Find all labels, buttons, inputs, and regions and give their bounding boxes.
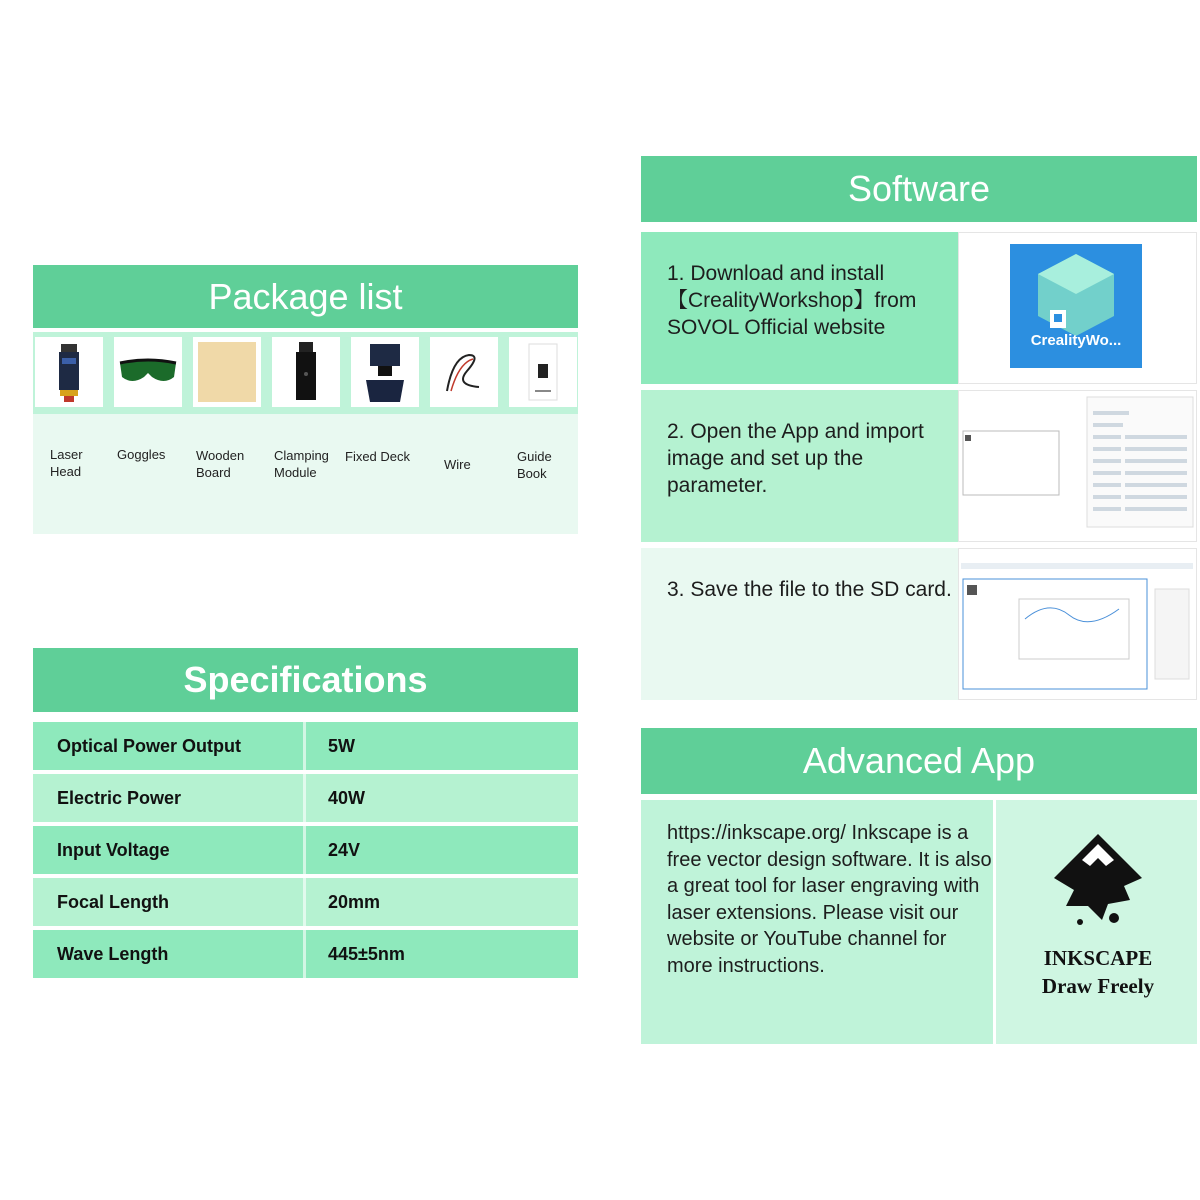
package-list-title: Package list — [208, 275, 403, 317]
wire-image — [430, 337, 498, 407]
spec-key: Focal Length — [57, 891, 169, 912]
package-item-label: Wire — [444, 457, 471, 472]
spec-value: 40W — [328, 787, 366, 808]
creality-app-icon — [1010, 244, 1142, 368]
package-list-header — [33, 265, 578, 328]
software-step-text: 3. Save the file to the SD card. — [667, 578, 952, 601]
package-item-label: Laser Head — [50, 447, 83, 479]
spec-value: 20mm — [328, 891, 381, 912]
software-header — [641, 156, 1197, 222]
spec-key: Input Voltage — [57, 839, 170, 860]
advanced-app-description: https://inkscape.org/ Inkscape is a free vector design software. It is also a great tool for laser engraving with laser extensions. Please visit our website or YouTube channel for more instructions. — [667, 822, 992, 977]
package-item-label: Clamping Module — [274, 448, 329, 480]
inkscape-logo-panel — [993, 800, 1197, 1044]
spec-row — [33, 930, 578, 978]
software-step-1 — [641, 232, 1197, 384]
inkscape-tagline: Draw Freely — [1041, 974, 1155, 998]
package-item-label: Wooden Board — [196, 448, 245, 480]
spec-row — [33, 722, 578, 770]
software-step-text: 1. Download and install 【CrealityWorkshop】from SOVOL Official website — [667, 262, 917, 339]
app-screenshot-2 — [958, 548, 1197, 700]
spec-key: Electric Power — [57, 787, 182, 808]
laser-head-image — [35, 337, 103, 407]
software-step-3 — [641, 548, 1197, 700]
app-icon-panel — [958, 232, 1197, 384]
spec-row — [33, 878, 578, 926]
software-step-text: 2. Open the App and import image and set up the parameter. — [667, 420, 924, 497]
goggles-image — [114, 337, 182, 407]
spec-key: Optical Power Output — [57, 735, 242, 756]
spec-key: Wave Length — [57, 943, 169, 964]
app-icon-label: CrealityWo... — [1030, 332, 1122, 349]
spec-row — [33, 826, 578, 874]
spec-row — [33, 774, 578, 822]
package-item-label: Goggles — [117, 447, 166, 462]
software-title: Software — [847, 168, 991, 209]
package-labels-area — [33, 414, 578, 534]
inkscape-name: INKSCAPE — [1043, 946, 1153, 970]
fixed-deck-image — [351, 337, 419, 407]
guide-book-image — [509, 337, 577, 407]
app-screenshot-1 — [958, 390, 1197, 542]
advanced-app-title: Advanced App — [802, 740, 1036, 781]
package-item-label: Guide Book — [517, 449, 552, 481]
wooden-board-image — [193, 337, 261, 407]
clamping-module-image — [272, 337, 340, 407]
spec-value: 445±5nm — [328, 943, 405, 964]
inkscape-logo-icon — [996, 820, 1200, 950]
advanced-app-body — [641, 800, 1197, 1044]
advanced-app-header — [641, 728, 1197, 794]
spec-value: 5W — [328, 735, 355, 756]
package-item-label: Fixed Deck — [345, 449, 411, 464]
software-step-2 — [641, 390, 1197, 542]
specifications-title: Specifications — [183, 659, 428, 700]
package-images-strip — [33, 332, 578, 414]
spec-value: 24V — [328, 839, 361, 860]
specifications-header — [33, 648, 578, 712]
